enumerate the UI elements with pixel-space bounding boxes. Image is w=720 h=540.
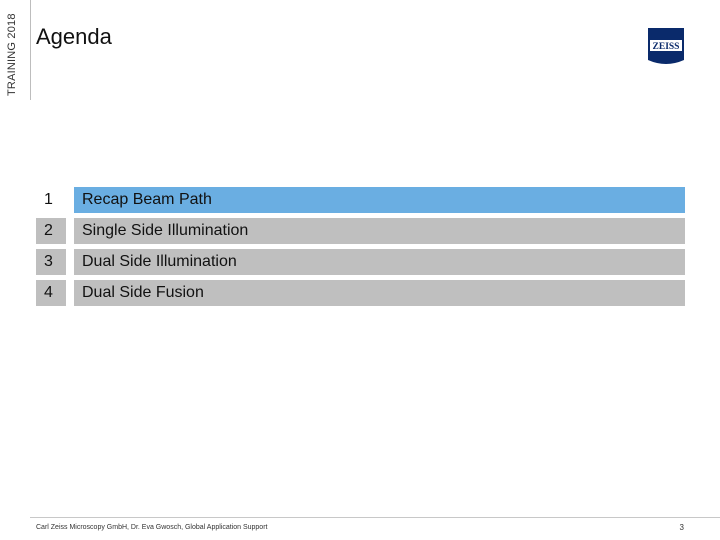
agenda-item-number: 4 bbox=[36, 280, 66, 306]
agenda-item-4[interactable] bbox=[36, 280, 685, 306]
page-title: Agenda bbox=[36, 24, 112, 49]
agenda-item-3[interactable] bbox=[36, 249, 685, 275]
training-year-label: TRAINING 2018 bbox=[6, 13, 18, 96]
agenda-item-number: 2 bbox=[36, 218, 66, 244]
agenda-item-number: 1 bbox=[36, 187, 66, 213]
agenda-item-1[interactable] bbox=[36, 187, 685, 213]
zeiss-logo-icon bbox=[648, 28, 684, 66]
zeiss-logo bbox=[648, 28, 684, 66]
side-bar bbox=[0, 0, 31, 100]
agenda-item-label: Dual Side Illumination bbox=[74, 249, 685, 275]
agenda-item-label: Single Side Illumination bbox=[74, 218, 685, 244]
agenda-item-2[interactable] bbox=[36, 218, 685, 244]
agenda-list bbox=[36, 187, 685, 311]
footer-text: Carl Zeiss Microscopy GmbH, Dr. Eva Gwosch, Global Application Support bbox=[36, 524, 268, 531]
agenda-item-number: 3 bbox=[36, 249, 66, 275]
agenda-item-label: Recap Beam Path bbox=[74, 187, 685, 213]
page-number: 3 bbox=[679, 523, 684, 532]
footer-divider bbox=[30, 517, 720, 518]
logo-text: ZEISS bbox=[652, 42, 680, 52]
agenda-item-label: Dual Side Fusion bbox=[74, 280, 685, 306]
